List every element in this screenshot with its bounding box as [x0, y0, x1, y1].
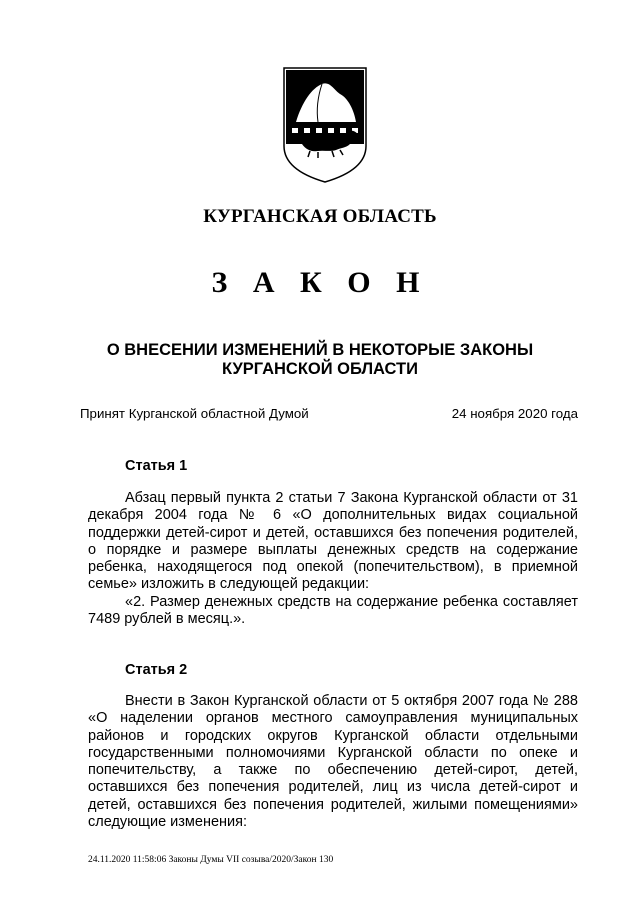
law-subject-title: О ВНЕСЕНИИ ИЗМЕНЕНИЙ В НЕКОТОРЫЕ ЗАКОНЫ КУРГАНСКОЙ ОБЛАСТИ — [106, 341, 534, 378]
article-2-body — [88, 693, 578, 831]
article-2-paragraph-1: Внести в Закон Курганской области от 5 октября 2007 года № 288 «О наделении органов местного самоуправления муниципальных районов и городских округов Курганской области отдельными государственными полномочиями Курганской области по опеке и попечительству, а также по обеспечению детей-сирот, детей, оставшихся без попечения родителей, лиц из числа детей-сирот и детей, оставшихся без попечения родителей, жилыми помещениями» следующие изменения: — [88, 693, 578, 831]
document-type-heading: З А К О Н — [211, 266, 429, 299]
article-1-body — [88, 490, 578, 628]
adopted-by-text: Принят Курганской областной Думой — [80, 406, 309, 421]
article-1-title: Статья 1 — [125, 458, 188, 474]
article-1-paragraph-1: Абзац первый пункта 2 статьи 7 Закона Курганской области от 31 декабря 2004 года № 6 «О дополнительных видах социальной поддержки детей-сирот и детей, оставшихся без попечения родителей, о порядке и размере выплаты денежных средств на содержание ребенка, находящегося под опекой (попечительством), в приемной семье» изложить в следующей редакции: — [88, 490, 578, 593]
footer-stamp: 24.11.2020 11:58:06 Законы Думы VII созыва/2020/Закон 130 — [88, 855, 334, 865]
adoption-date: 24 ноября 2020 года — [451, 406, 578, 421]
article-2-title: Статья 2 — [125, 662, 188, 678]
region-heading: КУРГАНСКАЯ ОБЛАСТЬ — [203, 206, 437, 227]
adoption-line — [80, 406, 578, 421]
article-1-paragraph-2: «2. Размер денежных средств на содержание ребенка составляет 7489 рублей в месяц.». — [88, 593, 578, 628]
coat-of-arms-icon — [282, 66, 368, 184]
